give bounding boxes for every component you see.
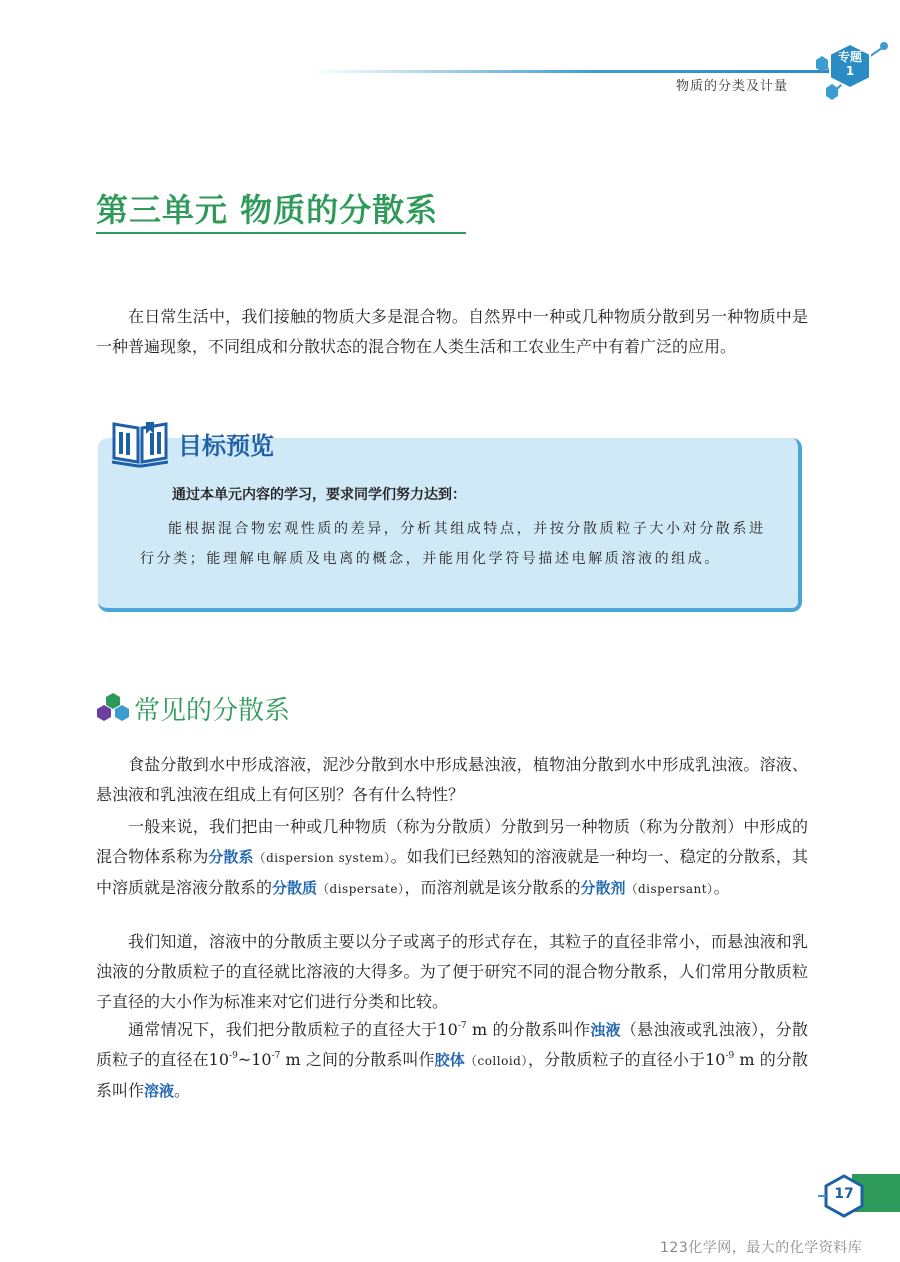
p4-text-a: 通常情况下，我们把分散质粒子的直径大于10 — [128, 1020, 458, 1039]
term-dispersant-en: （dispersant） — [625, 882, 714, 896]
section-paragraph-4 — [96, 1015, 808, 1106]
p4-text-f: m 的分散系叫作 — [96, 1050, 808, 1100]
p2-text-a: 一般来说，我们把由一种或几种物质（称为分散质）分散到另一种物质（称为分散剂）中形成的混合物体系称为 — [96, 817, 808, 866]
goal-preview-title: 目标预览 — [178, 432, 274, 460]
term-dispersion-system: 分散系 — [208, 848, 254, 866]
unit-title: 第三单元 物质的分散系 — [96, 191, 439, 229]
term-dispersate-en: （dispersate） — [317, 882, 405, 896]
chapter-subtitle: 物质的分类及计量 — [676, 79, 789, 94]
p4-text-c2: ~10 — [237, 1050, 272, 1069]
watermark: 123化学网，最大的化学资料库 — [660, 1240, 863, 1256]
section-hexagon-icon — [96, 692, 130, 722]
p4-text-b: m 的分散系叫作 — [466, 1020, 591, 1039]
term-turbid-liquid: 浊液 — [590, 1021, 621, 1039]
p4-text-d: m 之间的分散系叫作 — [280, 1050, 435, 1069]
p4-exp-2: -9 — [229, 1051, 238, 1061]
topic-badge — [828, 50, 872, 78]
section-paragraph-2 — [96, 812, 808, 904]
term-dispersate: 分散质 — [272, 879, 318, 897]
goal-preview-lead: 通过本单元内容的学习，要求同学们努力达到： — [172, 487, 466, 503]
term-colloid: 胶体 — [434, 1051, 465, 1069]
p4-exp-3: -7 — [271, 1051, 281, 1061]
goal-preview-text: 能根据混合物宏观性质的差异，分析其组成特点，并按分散质粒子大小对分散系进行分类；能理解电解质及电离的概念，并能用化学符号描述电解质溶液的组成。 — [140, 521, 766, 567]
header-rule — [310, 70, 830, 73]
open-book-icon — [110, 418, 170, 468]
term-colloid-en: （colloid） — [464, 1054, 529, 1068]
intro-paragraph: 在日常生活中，我们接触的物质大多是混合物。自然界中一种或几种物质分散到另一种物质中是一种普遍现象，不同组成和分散状态的混合物在人类生活和工农业生产中有着广泛的应用。 — [96, 307, 808, 356]
topic-badge-label: 专题 — [837, 50, 862, 64]
term-solution: 溶液 — [144, 1082, 175, 1100]
section-paragraph-1: 食盐分散到水中形成溶液，泥沙分散到水中形成悬浊液，植物油分散到水中形成乳浊液。溶液、悬浊液和乳浊液在组成上有何区别？各有什么特性？ — [96, 755, 808, 804]
unit-title-underline — [96, 232, 466, 234]
p2-text-c: ，而溶剂就是该分散系的 — [404, 878, 581, 897]
p4-text-e: ，分散质粒子的直径小于10 — [528, 1050, 726, 1069]
p4-exp-4: -9 — [725, 1051, 735, 1061]
topic-badge-number: 1 — [845, 64, 855, 78]
p2-text-b: 。如我们已经熟知的溶液就是一种均一、稳定的分散系，其中溶质就是溶液分散系的 — [96, 847, 808, 897]
page-number: 17 — [834, 1186, 854, 1202]
term-dispersant: 分散剂 — [580, 879, 626, 897]
p2-text-d: 。 — [713, 878, 730, 897]
p4-text-g: 。 — [174, 1081, 191, 1100]
section-title: 常见的分散系 — [134, 696, 291, 726]
term-dispersion-system-en: （dispersion system） — [253, 851, 391, 865]
p4-exp-1: -7 — [457, 1021, 467, 1031]
section-paragraph-3: 我们知道，溶液中的分散质主要以分子或离子的形式存在，其粒子的直径非常小，而悬浊液和乳浊液的分散质粒子的直径就比溶液的大得多。为了便于研究不同的混合物分散系，人们常用分散质粒子直径的大小作为标准来对它们进行分类和比较。 — [96, 932, 808, 1011]
p4-text-c: （悬浊液或乳浊液），分散质粒子的直径在10 — [96, 1020, 808, 1069]
